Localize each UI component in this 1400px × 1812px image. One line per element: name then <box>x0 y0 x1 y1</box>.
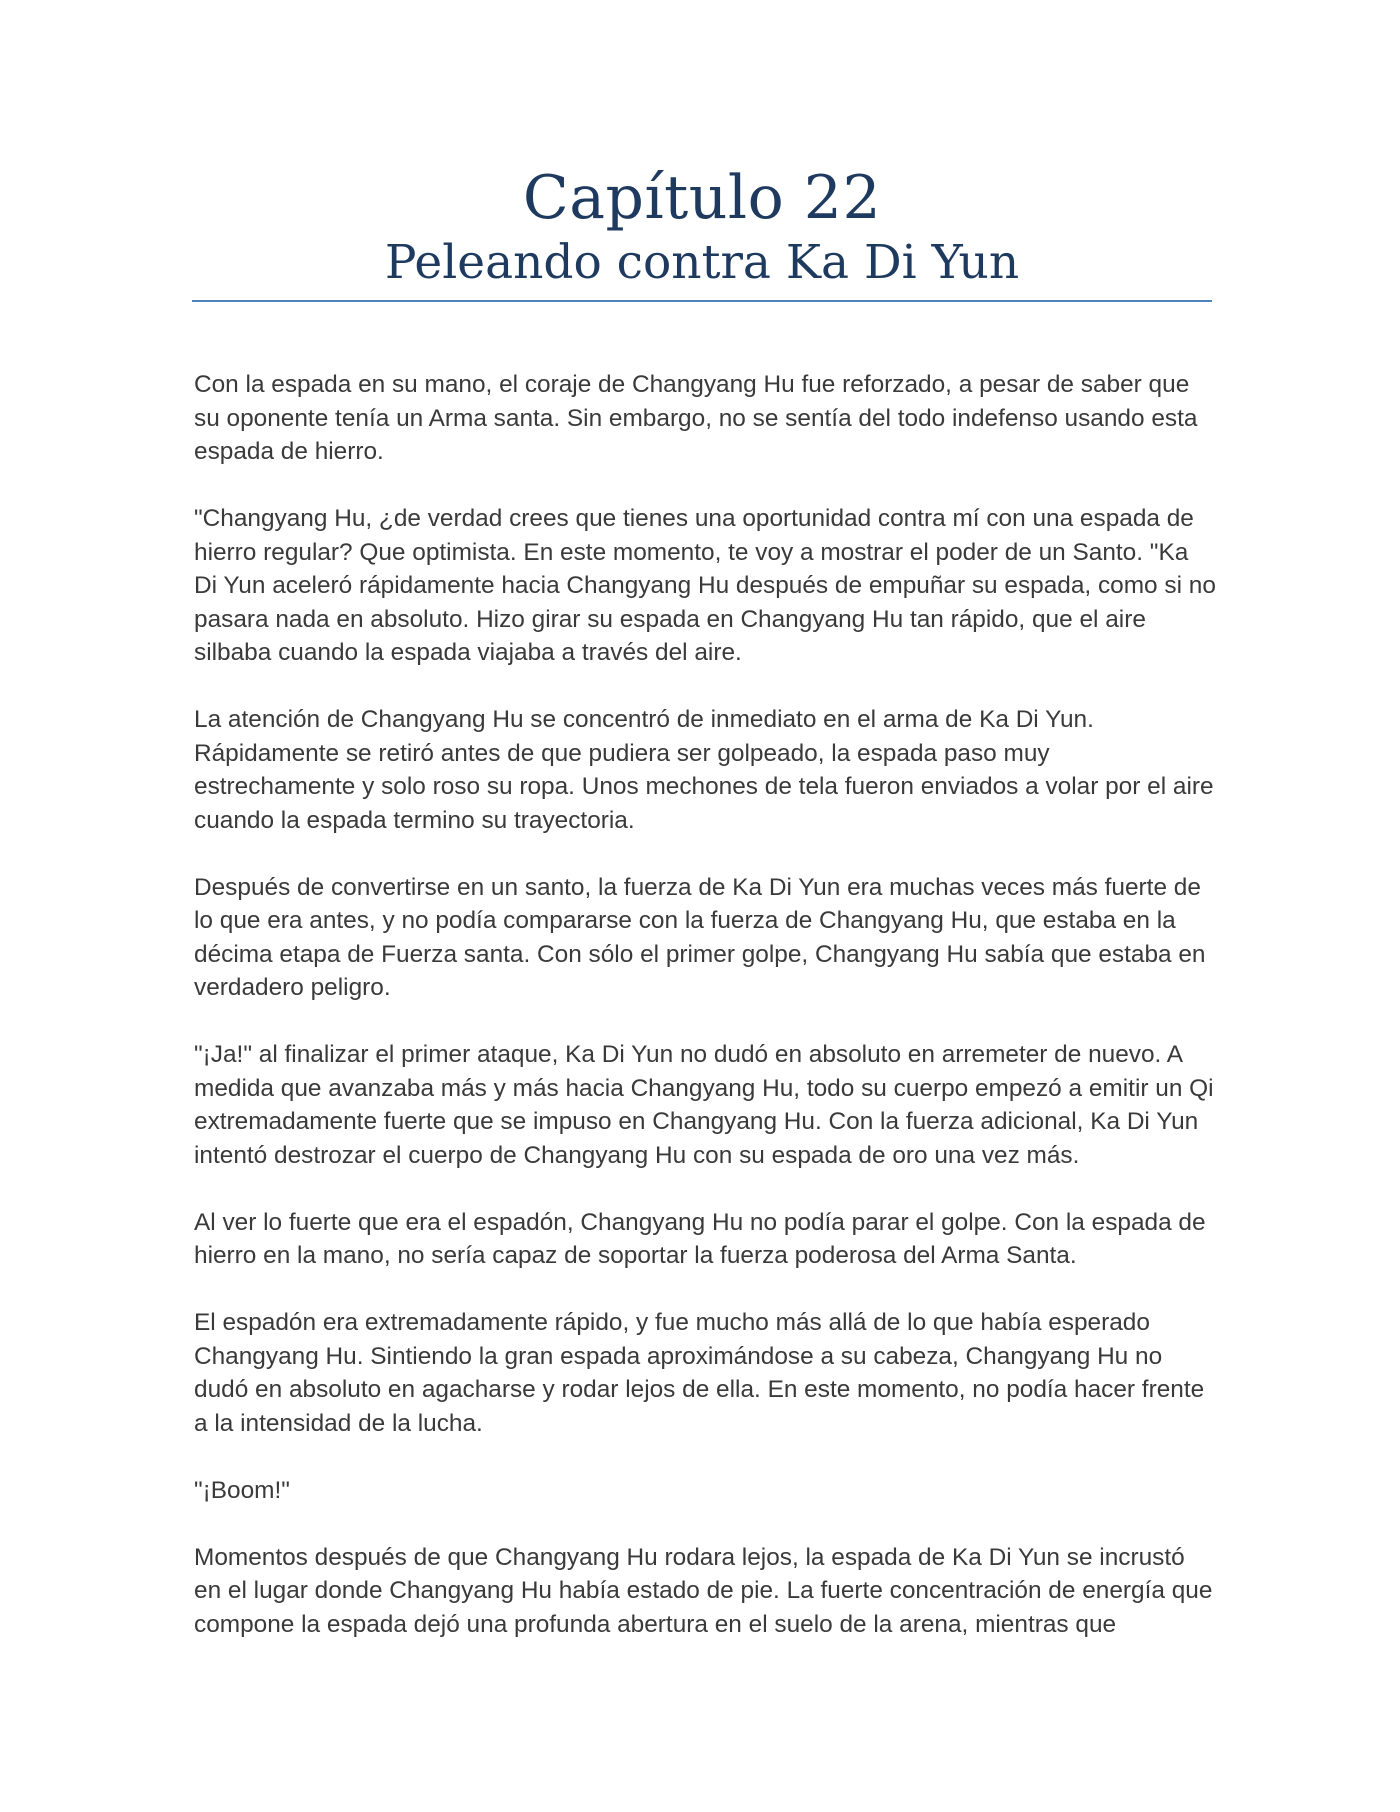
paragraph: El espadón era extremadamente rápido, y fue mucho más allá de lo que había esperado Changyang Hu. Sintiendo la gran espada aproximándose a su cabeza, Changyang Hu no dudó en absoluto en agacharse y rodar lejos de ella. En este momento, no podía hacer frente a la intensidad de la lucha. <box>194 1309 1205 1437</box>
paragraph: La atención de Changyang Hu se concentró de inmediato en el arma de Ka Di Yun. Rápidamente se retiró antes de que pudiera ser golpeado, la espada paso muy estrechamente y solo roso su ropa. Unos mechones de tela fueron enviados a volar por el aire cuando la espada termino su trayectoria. <box>194 706 1214 834</box>
chapter-number: Capítulo 22 <box>522 163 882 233</box>
paragraph: "¡Boom!" <box>194 1476 290 1504</box>
title-divider <box>192 300 1212 302</box>
paragraph: Después de convertirse en un santo, la fuerza de Ka Di Yun era muchas veces más fuerte de lo que era antes, y no podía compararse con la fuerza de Changyang Hu, que estaba en la décima etapa de Fuerza santa. Con sólo el primer golpe, Changyang Hu sabía que estaba en verdadero peligro. <box>194 873 1206 1001</box>
chapter-title: Peleando contra Ka Di Yun <box>384 235 1020 290</box>
paragraph: Al ver lo fuerte que era el espadón, Changyang Hu no podía parar el golpe. Con la espada de hierro en la mano, no sería capaz de soportar la fuerza poderosa del Arma Santa. <box>194 1208 1206 1269</box>
chapter-body <box>194 368 1216 1675</box>
paragraph: "¡Ja!" al finalizar el primer ataque, Ka Di Yun no dudó en absoluto en arremeter de nuevo. A medida que avanzaba más y más hacia Changyang Hu, todo su cuerpo empezó a emitir un Qi extremadamente fuerte que se impuso en Changyang Hu. Con la fuerza adicional, Ka Di Yun intentó destrozar el cuerpo de Changyang Hu con su espada de oro una vez más. <box>194 1041 1214 1169</box>
paragraph: "Changyang Hu, ¿de verdad crees que tienes una oportunidad contra mí con una espada de hierro regular? Que optimista. En este momento, te voy a mostrar el poder de un Santo. "Ka Di Yun aceleró rápidamente hacia Changyang Hu después de empuñar su espada, como si no pasara nada en absoluto. Hizo girar su espada en Changyang Hu tan rápido, que el aire silbaba cuando la espada viajaba a través del aire. <box>194 505 1216 666</box>
paragraph: Con la espada en su mano, el coraje de Changyang Hu fue reforzado, a pesar de saber que su oponente tenía un Arma santa. Sin embargo, no se sentía del todo indefenso usando esta espada de hierro. <box>194 371 1198 465</box>
paragraph: Momentos después de que Changyang Hu rodara lejos, la espada de Ka Di Yun se incrustó en el lugar donde Changyang Hu había estado de pie. La fuerte concentración de energía que compone la espada dejó una profunda abertura en el suelo de la arena, mientras que <box>194 1543 1213 1638</box>
chapter-heading <box>192 160 1212 294</box>
